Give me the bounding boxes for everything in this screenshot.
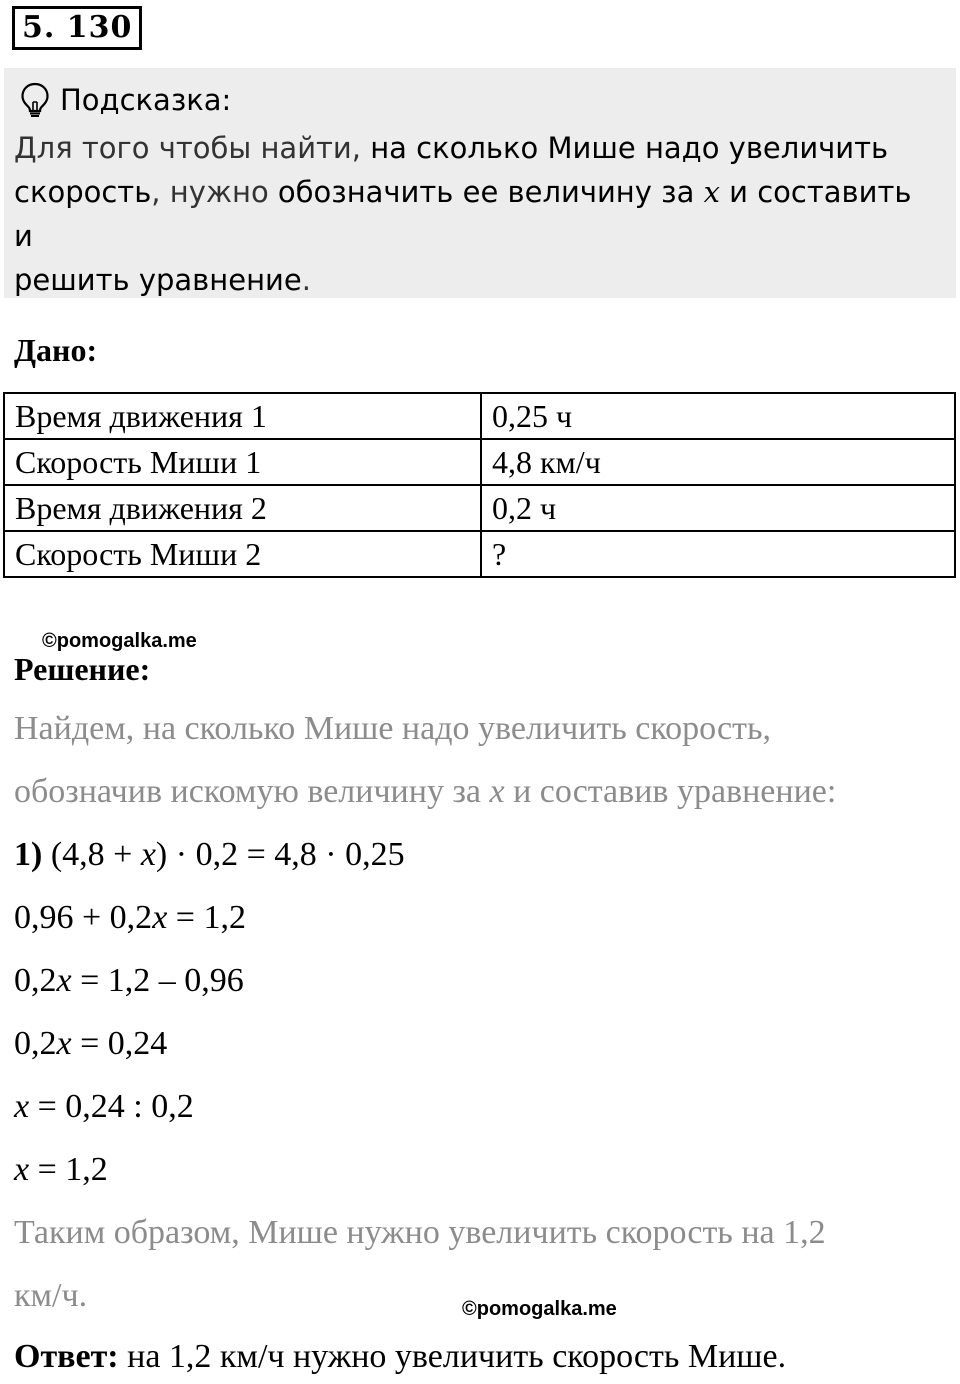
watermark: ©pomogalka.me bbox=[462, 1298, 617, 1320]
answer-text: на 1,2 км/ч нужно увеличить скорость Мише. bbox=[118, 1338, 787, 1375]
table-row bbox=[4, 393, 955, 439]
problem-number: 5. 130 bbox=[12, 6, 142, 50]
conclusion-line: км/ч. bbox=[14, 1277, 88, 1314]
hint-title: Подсказка: bbox=[60, 83, 232, 117]
table-cell: 0,25 ч bbox=[481, 393, 955, 439]
solution-intro-line: Найдем, на сколько Мише надо увеличить скорость, bbox=[14, 710, 771, 747]
table-row bbox=[4, 439, 955, 485]
equation-line: 1) (4,8 + x) · 0,2 = 4,8 · 0,25 bbox=[14, 836, 405, 873]
table-row bbox=[4, 485, 955, 531]
equation-line: 0,96 + 0,2x = 1,2 bbox=[14, 899, 246, 936]
solution-label: Решение: bbox=[14, 651, 151, 687]
hint-text: Для того чтобы найти, на сколько Мише надо увеличить скорость, нужно обозначить ее величину за x и составить и решить уравнение. bbox=[14, 131, 912, 297]
equation-line: 0,2x = 0,24 bbox=[14, 1025, 168, 1062]
table-cell: 4,8 км/ч bbox=[481, 439, 955, 485]
equation-line: x = 0,24 : 0,2 bbox=[14, 1088, 194, 1125]
equation-line: 0,2x = 1,2 – 0,96 bbox=[14, 962, 244, 999]
table-row bbox=[4, 531, 955, 577]
table-cell: ? bbox=[481, 531, 955, 577]
hint-header bbox=[20, 80, 231, 120]
table-cell: Время движения 2 bbox=[4, 485, 481, 531]
watermark: ©pomogalka.me bbox=[42, 630, 197, 652]
solution-intro-line: обозначив искомую величину за x и составив уравнение: bbox=[14, 773, 837, 810]
answer-line bbox=[14, 1338, 786, 1376]
table-cell: Время движения 1 bbox=[4, 393, 481, 439]
lightbulb-icon bbox=[20, 82, 50, 118]
table-cell: Скорость Миши 2 bbox=[4, 531, 481, 577]
table-cell: Скорость Миши 1 bbox=[4, 439, 481, 485]
equation-line: x = 1,2 bbox=[14, 1151, 108, 1188]
hint-box bbox=[4, 68, 956, 298]
conclusion-line: Таким образом, Мише нужно увеличить скорость на 1,2 bbox=[14, 1214, 826, 1251]
table-cell: 0,2 ч bbox=[481, 485, 955, 531]
answer-label: Ответ: bbox=[14, 1338, 119, 1375]
given-label: Дано: bbox=[14, 332, 98, 368]
given-table bbox=[3, 392, 956, 578]
